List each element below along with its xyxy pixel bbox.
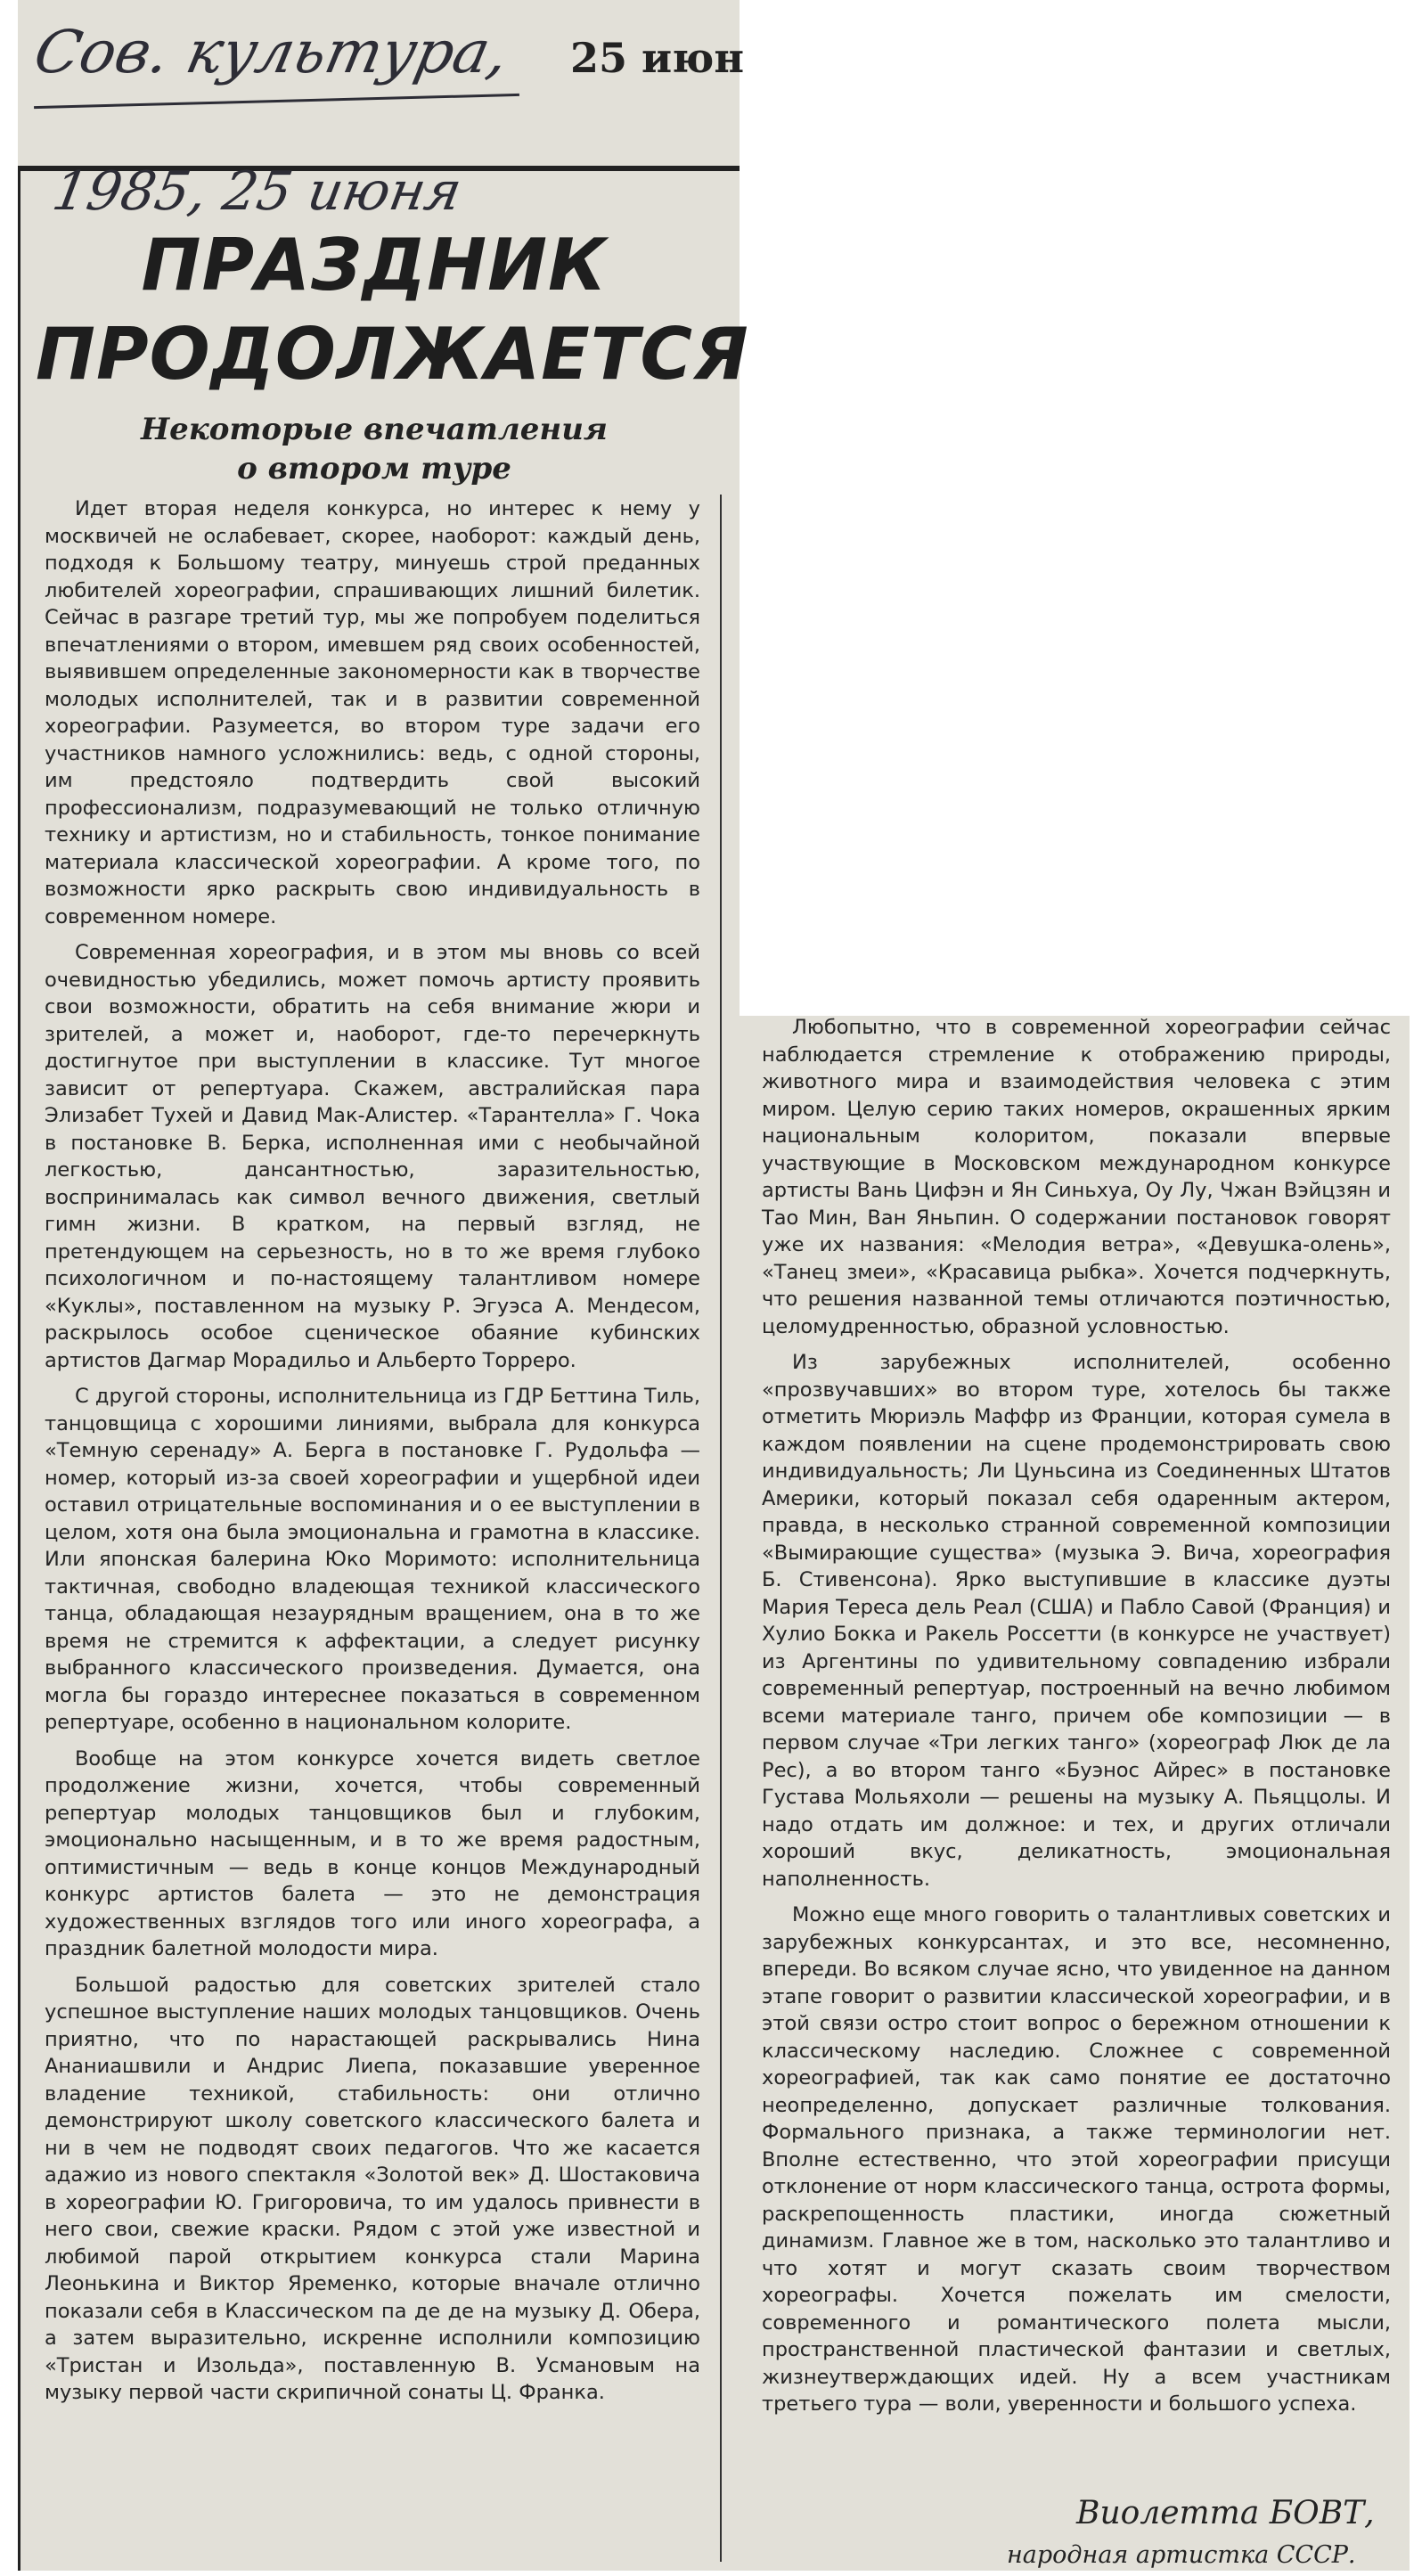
paragraph: Вообще на этом конкурсе хочется видеть светлое продолжение жизни, хочется, чтобы современный репертуар молодых танцовщиков был и глубоким, эмоционально насыщенным, и в то же время радостным, оптимистичным — ведь в конце концов Международный конкурс артистов балета — это не демонстрация художественных взглядов того или иного хореографа, а праздник балетной молодости мира.: [45, 1746, 700, 1960]
subtitle-line-2: о втором туре: [237, 451, 511, 487]
column-divider: [720, 495, 722, 2562]
paragraph: Современная хореография, и в этом мы вновь со всей очевидностью убедились, может помочь артисту проявить свои возможности, обратить на себя внимание жюри и зрителей, а может и, наоборот, где-то перечеркнуть достигнутое при выступлении в классике. Тут многое зависит от репертуара. Скажем, австралийская пара Элизабет Тухей и Давид Мак-Алистер. «Тарантелла» Г. Чока в постановке В. Берка, исполненная ими с необычайной легкостью, дансантностью, заразительностью, воспринималась как символ вечного движения, светлый гимн жизни. В кратком, на первый взгляд, не претендующем на серьезность, но в то же время глубоко психологичном и по-настоящему талантливом номере «Куклы», поставленном на музыку Р. Эгуэса А. Мендесом, раскрылось особое сценическое обаяние кубинских артистов Дагмар Морадильо и Альберто Торреро.: [45, 941, 700, 1372]
paragraph: Можно еще много говорить о талантливых советских и зарубежных конкурсантах, и это все, несомненно, впереди. Во всяком случае ясно, что увиденное на данном этапе говорит о развитии классической хореографии, и в этой связи остро стоит вопрос о бережном отношении к классическому наследию. Сложнее с современной хореографией, так как само понятие ее достаточно неопределенно, допускает различные толкования. Формального признака, а также терминологии нет. Вполне естественно, что этой хореографии присущи отклонение от норм классического танца, острота формы, раскрепощенность пластики, иногда сюжетный динамизм. Главное же в том, насколько это талантливо и что хотят и могут сказать своим творчеством хореографы. Хочется пожелать им смелости, современного и романтического полета мысли, пространственной пластической фантазии и светлых, жизнеутверждающих идей. Ну а всем участникам третьего тура — воли, уверенности и большого успеха.: [762, 1903, 1391, 2416]
paragraph: Идет вторая неделя конкурса, но интерес к нему у москвичей не ослабевает, скорее, наоборот: каждый день, подходя к Большому театру, минуешь строй преданных любителей хореографии, спрашивающих лишний билетик. Сейчас в разгаре третий тур, мы же попробуем поделиться впечатлениями о втором, имевшем ряд своих особенностей, выявившем определенные закономерности как в творчестве молодых исполнителей, так и в развитии современной хореографии. Разумеется, во втором туре задачи его участников намного усложнились: ведь, с одной стороны, им предстояло подтвердить свой высокий профессионализм, подразумевающий не только отличную технику и артистизм, но и стабильность, тонкое понимание материала классической хореографии. А кроме того, по возможности ярко раскрыть свою индивидуальность в современном номере.: [45, 497, 700, 928]
headline: [36, 221, 749, 399]
article-column-right: [762, 1014, 1391, 2427]
paragraph: Из зарубежных исполнителей, особенно «прозвучавших» во втором туре, хотелось бы также отметить Мюриэль Маффр из Франции, которая сумела в каждом появлении на сцене продемонстрировать свою индивидуальность; Ли Цуньсина из Соединенных Штатов Америки, который показал себя одаренным актером, правда, в несколько странной современной композиции «Вымирающие существа» (музыка Э. Вича, хореография Б. Стивенсона). Ярко выступившие в классике дуэты Мария Тереса дель Реал (США) и Пабло Савой (Франция) и Хулио Бокка и Ракель Россетти (в конкурсе не участвует) из Аргентины по удивительному совпадению избрали современный репертуар, построенный на вечно любимом всеми материале танго, причем обе композиции — в первом случае «Три легких танго» (хореограф Люк де ла Рес), а во втором танго «Буэнос Айрес» в постановке Густава Мольяхоли — решены на музыку А. Пьяццолы. И надо отдать им должное: и тех, и других отличали хороший вкус, деликатность, эмоциональная наполненность.: [762, 1351, 1391, 1891]
left-rule: [18, 169, 20, 2571]
handwritten-date: 1985, 25 июня: [47, 160, 467, 223]
headline-line-2: ПРОДОЛЖАЕТСЯ: [36, 313, 749, 396]
print-date: 25 июн: [570, 34, 744, 82]
handwritten-source: Сов. культура,: [28, 18, 515, 86]
headline-line-1: ПРАЗДНИК: [141, 224, 608, 307]
paragraph: Любопытно, что в современной хореографии сейчас наблюдается стремление к отображению природы, животного мира и взаимодействия человека с этим миром. Целую серию таких номеров, окрашенных ярким национальным колоритом, показали впервые участвующие в Московском международном конкурсе артисты Вань Цифэн и Ян Синьхуа, Оу Лу, Чжан Вэйцзян и Тао Мин, Ван Яньпин. О содержании постановок говорят уже их названия: «Мелодия ветра», «Девушка-олень», «Танец змеи», «Красавица рыбка». Хочется подчеркнуть, что решения названной темы отличаются поэтичностью, целомудренностью, образной условностью.: [762, 1016, 1391, 1338]
paragraph: С другой стороны, исполнительница из ГДР Беттина Тиль, танцовщица с хорошими линиями, выбрала для конкурса «Темную серенаду» А. Берга в постановке Г. Рудольфа — номер, который из-за своей хореографии и ущербной идеи оставил отрицательные воспоминания и о ее выступлении в целом, хотя она была эмоциональна и грамотна в классике. Или японская балерина Юко Моримото: исполнительница тактичная, свободно владеющая техникой классического танца, обладающая незаурядным вращением, она в то же время не стремится к аффектации, а следует рисунку выбранного классического произведения. Думается, она могла бы гораздо интереснее показаться в современном репертуаре, особенно в национальном колорите.: [45, 1385, 700, 1734]
subtitle-line-1: Некоторые впечатления: [140, 412, 608, 447]
author-name: Виолетта БОВТ,: [1076, 2495, 1375, 2531]
paragraph: Большой радостью для советских зрителей стало успешное выступление наших молодых танцовщиков. Очень приятно, что по нарастающей раскрывались Нина Ананиашвили и Андрис Лиепа, показавшие уверенное владение техникой, стабильность: они отлично демонстрируют школу советского классического балета и ни в чем не подводят своих педагогов. Что же касается адажио из нового спектакля «Золотой век» Д. Шостаковича в хореографии Ю. Григоровича, то им удалось привнести в него свои, свежие краски. Рядом с этой уже известной и любимой парой открытием конкурса стали Марина Леонькина и Виктор Яременко, которые вначале отлично показали себя в Классическом па де де на музыку Д. Обера, а затем выразительно, искренне исполнили композицию «Тристан и Изольда», поставленную В. Усмановым на музыку первой части скрипичной сонаты Ц. Франка.: [45, 1973, 700, 2404]
article-column-left: [45, 495, 700, 2416]
subtitle: [53, 410, 695, 488]
author-title: народная артистка СССР.: [1007, 2541, 1356, 2569]
